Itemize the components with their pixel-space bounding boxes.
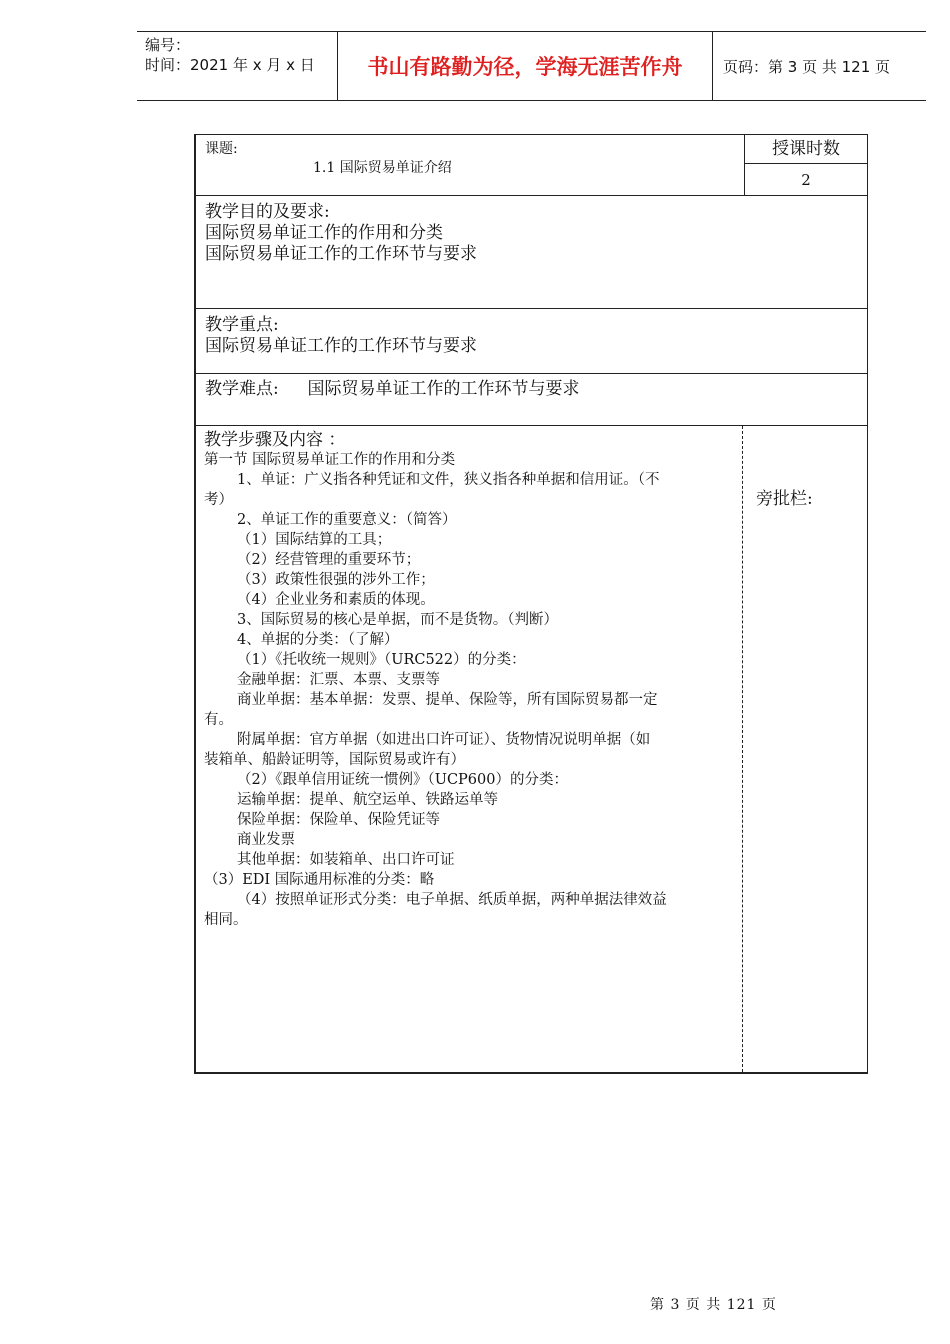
objective-item: 国际贸易单证工作的作用和分类 — [205, 223, 443, 243]
topic-title: 1.1 国际贸易单证介绍 — [313, 160, 452, 176]
lesson-plan-table — [194, 134, 868, 1074]
steps-line: 商业单据：基本单据：发票、提单、保险等，所有国际贸易都一定 — [237, 692, 658, 708]
steps-line: （2）《跟单信用证统一惯例》（UCP600）的分类： — [237, 772, 568, 788]
steps-line: 运输单据：提单、航空运单、铁路运单等 — [237, 792, 498, 808]
difficulties-label: 教学难点: — [205, 379, 279, 399]
steps-line: 附属单据：官方单据（如进出口许可证）、货物情况说明单据（如 — [237, 732, 651, 748]
steps-line: 考） — [204, 492, 233, 508]
steps-line: 保险单据：保险单、保险凭证等 — [237, 812, 440, 828]
steps-line: 装箱单、船龄证明等，国际贸易或许有） — [204, 752, 465, 768]
steps-line: （1）国际结算的工具； — [237, 532, 392, 548]
steps-line: 其他单据：如装箱单、出口许可证 — [237, 852, 455, 868]
topic-label: 课题: — [205, 141, 238, 157]
steps-line: 1、单证：广义指各种凭证和文件，狭义指各种单据和信用证。（不 — [237, 472, 660, 488]
hours-box — [744, 135, 867, 195]
steps-line: （4）按照单证形式分类：电子单据、纸质单据，两种单据法律效益 — [237, 892, 667, 908]
steps-line: 有。 — [204, 712, 233, 728]
key-points-row — [196, 309, 867, 374]
steps-line: 3、国际贸易的核心是单据，而不是货物。（判断） — [237, 612, 558, 628]
objectives-label: 教学目的及要求: — [205, 202, 330, 222]
steps-line: 商业发票 — [237, 832, 295, 848]
hours-label: 授课时数 — [745, 135, 867, 164]
steps-line: （4）企业业务和素质的体现。 — [237, 592, 435, 608]
steps-line: （3）政策性很强的涉外工作； — [237, 572, 435, 588]
objective-item: 国际贸易单证工作的工作环节与要求 — [205, 244, 477, 264]
header-page-label: 页码：第 3 页 共 121 页 — [723, 57, 891, 76]
steps-line: （1）《托收统一规则》（URC522）的分类： — [237, 652, 526, 668]
header-slogan: 书山有路勤为径，学海无涯苦作舟 — [337, 32, 713, 100]
time-label: 时间：2021 年 x 月 x 日 — [145, 56, 315, 74]
steps-line: （2）经营管理的重要环节； — [237, 552, 421, 568]
key-points-label: 教学重点: — [205, 315, 279, 335]
side-note-label: 旁批栏: — [756, 489, 813, 509]
number-label: 编号： — [145, 36, 191, 54]
steps-content — [196, 426, 743, 1072]
difficulties-row — [196, 374, 867, 426]
steps-line: 相同。 — [204, 912, 248, 928]
page-footer: 第 3 页 共 121 页 — [650, 1297, 777, 1313]
key-points-text: 国际贸易单证工作的工作环节与要求 — [205, 336, 477, 356]
topic-row — [196, 135, 867, 196]
difficulties-text: 国际贸易单证工作的工作环节与要求 — [307, 379, 580, 399]
steps-line: 第一节 国际贸易单证工作的作用和分类 — [204, 452, 456, 468]
steps-line: 2、单证工作的重要意义：（简答） — [237, 512, 457, 528]
page-header — [137, 31, 926, 101]
steps-line: （3）EDI 国际通用标准的分类：略 — [204, 872, 435, 888]
steps-label: 教学步骤及内容 ： — [204, 430, 346, 450]
steps-row — [196, 426, 867, 1072]
objectives-row — [196, 196, 867, 309]
header-meta — [137, 32, 337, 100]
hours-value: 2 — [801, 171, 811, 189]
steps-line: 4、单据的分类：（了解） — [237, 632, 399, 648]
steps-line: 金融单据：汇票、本票、支票等 — [237, 672, 440, 688]
